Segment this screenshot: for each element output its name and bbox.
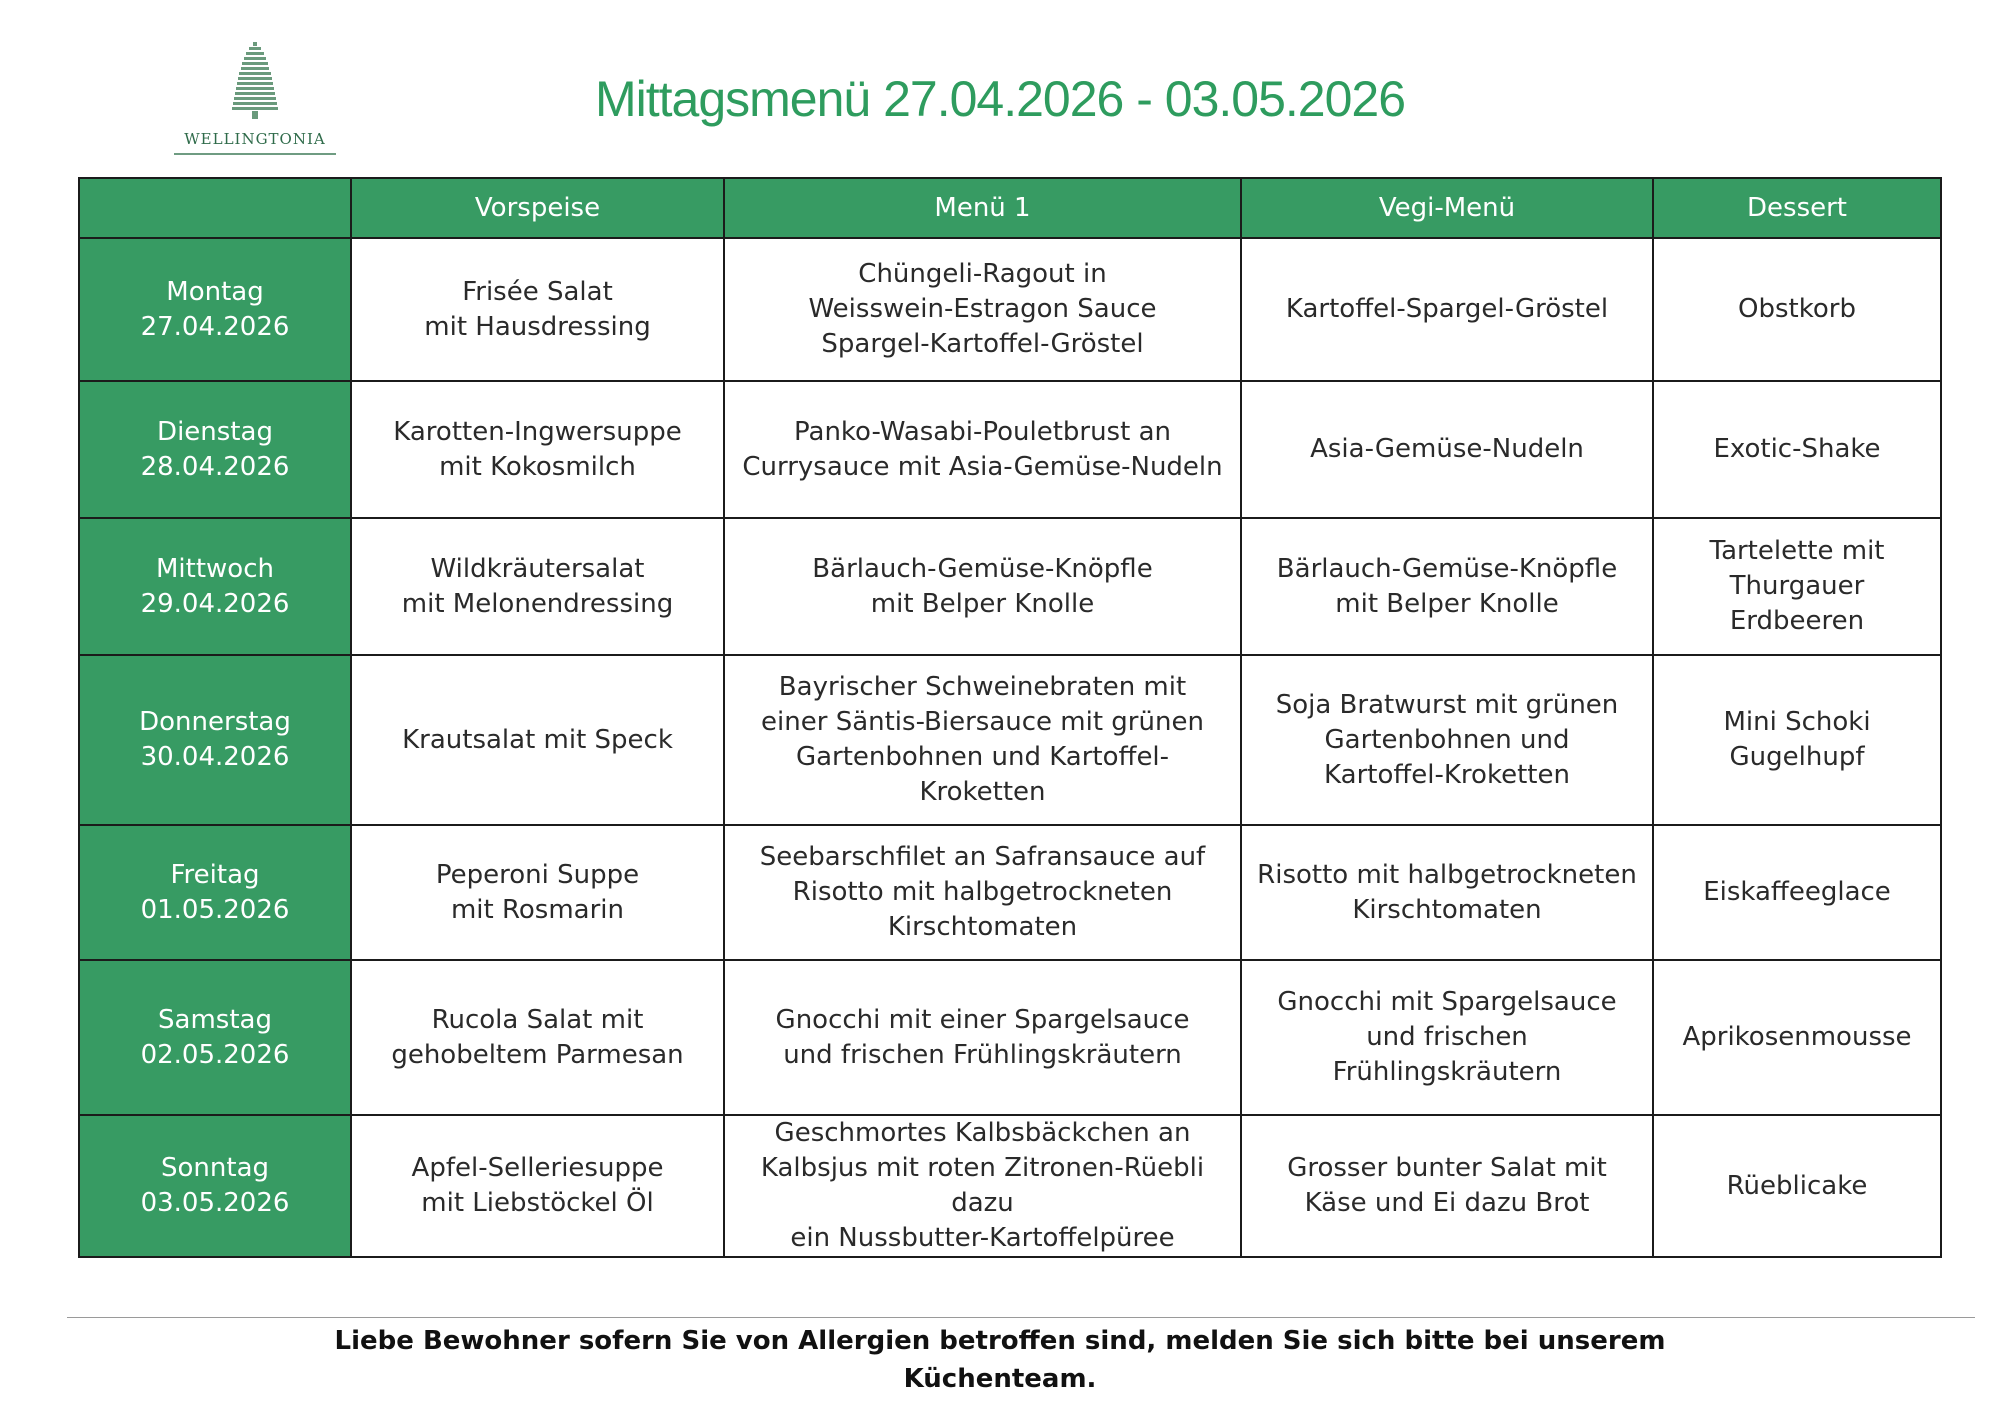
day-name: Freitag: [170, 859, 260, 890]
table-row: [79, 655, 1941, 825]
day-date: 03.05.2026: [140, 1188, 290, 1218]
cell-line: Soja Bratwurst mit grünen: [1275, 689, 1619, 720]
cell-line: Obstkorb: [1738, 294, 1856, 324]
cell-line: Kirschtomaten: [887, 912, 1078, 942]
dessert-cell: [1653, 381, 1941, 518]
cell-line: Seebarschfilet an Safransauce auf: [759, 842, 1206, 872]
menu1-cell: [724, 381, 1241, 518]
cell-line: Karotten-Ingwersuppe: [393, 416, 682, 447]
cell-line: Kalbsjus mit roten Zitronen-Rüebli dazu: [760, 1153, 1205, 1218]
cell-line: Gnocchi mit einer Spargelsauce: [775, 1004, 1190, 1035]
day-date: 28.04.2026: [140, 451, 290, 482]
menu1-cell: [724, 655, 1241, 825]
dessert-cell: [1653, 1115, 1941, 1257]
cell-line: Aprikosenmousse: [1682, 1022, 1912, 1052]
footer-line-2: Küchenteam.: [903, 1364, 1097, 1394]
cell-line: Exotic-Shake: [1713, 434, 1881, 464]
logo-text: WELLINGTONIA: [184, 130, 326, 148]
cell-line: mit Melonendressing: [401, 588, 674, 619]
vegi-cell: [1241, 381, 1653, 518]
vorspeise-cell: [351, 1115, 724, 1257]
cell-line: Risotto mit halbgetrockneten: [1257, 859, 1637, 890]
cell-line: Tartelette mit: [1709, 536, 1885, 566]
cell-line: Frisée Salat: [462, 276, 613, 307]
vorspeise-cell: [351, 518, 724, 655]
cell-line: Spargel-Kartoffel-Gröstel: [821, 329, 1144, 359]
vorspeise-cell: [351, 381, 724, 518]
day-date: 27.04.2026: [140, 311, 290, 342]
cell-line: Bärlauch-Gemüse-Knöpfle: [1276, 553, 1618, 584]
vegi-cell: [1241, 518, 1653, 655]
day-cell: [79, 1115, 351, 1257]
cell-line: mit Hausdressing: [424, 311, 651, 342]
cell-line: und frischen Frühlingskräutern: [1332, 1022, 1562, 1087]
vegi-cell: [1241, 238, 1653, 381]
header-menu1: Menü 1: [724, 178, 1241, 238]
header-vorspeise: Vorspeise: [351, 178, 724, 238]
cell-line: mit Belper Knolle: [1335, 588, 1559, 619]
cell-line: Panko-Wasabi-Pouletbrust an: [794, 416, 1171, 447]
cell-line: Eiskaffeeglace: [1703, 877, 1891, 907]
day-cell: [79, 518, 351, 655]
day-date: 01.05.2026: [140, 894, 290, 925]
footer-line-1: Liebe Bewohner sofern Sie von Allergien betroffen sind, melden Sie sich bitte bei unserem: [334, 1326, 1666, 1356]
logo-underline: [174, 153, 336, 155]
header-dessert: Dessert: [1653, 178, 1941, 238]
dessert-cell: [1653, 960, 1941, 1115]
table-row: [79, 960, 1941, 1115]
cell-line: Erdbeeren: [1729, 606, 1865, 636]
menu1-cell: [724, 238, 1241, 381]
day-date: 02.05.2026: [140, 1039, 290, 1070]
cell-line: Chüngeli-Ragout in: [858, 259, 1107, 289]
footer-divider: [67, 1317, 1975, 1318]
cell-line: Risotto mit halbgetrockneten: [792, 877, 1173, 907]
cell-line: Wildkräutersalat: [430, 553, 645, 584]
cell-line: Gnocchi mit Spargelsauce: [1277, 987, 1617, 1017]
menu1-cell: [724, 825, 1241, 960]
cell-line: mit Rosmarin: [450, 894, 624, 925]
dessert-cell: [1653, 518, 1941, 655]
table-row: [79, 381, 1941, 518]
dessert-cell: [1653, 825, 1941, 960]
cell-line: Käse und Ei dazu Brot: [1304, 1188, 1590, 1218]
table-row: [79, 518, 1941, 655]
cell-line: Rüeblicake: [1726, 1170, 1868, 1201]
cell-line: Kartoffel-Spargel-Gröstel: [1285, 294, 1609, 324]
cell-line: Gugelhupf: [1729, 742, 1865, 772]
day-date: 29.04.2026: [140, 588, 290, 619]
day-cell: [79, 238, 351, 381]
cell-line: mit Liebstöckel Öl: [421, 1188, 654, 1218]
day-name: Mittwoch: [156, 553, 274, 584]
day-cell: [79, 655, 351, 825]
cell-line: Thurgauer: [1729, 571, 1865, 601]
cell-line: mit Kokosmilch: [439, 451, 636, 482]
cell-line: Grosser bunter Salat mit: [1287, 1153, 1607, 1183]
vegi-cell: [1241, 1115, 1653, 1257]
vegi-cell: [1241, 960, 1653, 1115]
day-name: Sonntag: [161, 1153, 269, 1183]
vegi-cell: [1241, 655, 1653, 825]
cell-line: Kirschtomaten: [1352, 894, 1542, 925]
day-cell: [79, 960, 351, 1115]
cell-line: Apfel-Selleriesuppe: [411, 1153, 664, 1183]
menu1-cell: [724, 960, 1241, 1115]
header-cell-empty: [79, 178, 351, 238]
cell-line: und frischen Frühlingskräutern: [783, 1039, 1182, 1070]
cell-line: Geschmortes Kalbsbäckchen an: [774, 1118, 1191, 1148]
menu-table: [78, 177, 1942, 1258]
cell-line: Bärlauch-Gemüse-Knöpfle: [812, 553, 1153, 584]
page-title: Mittagsmenü 27.04.2026 - 03.05.2026: [594, 71, 1406, 127]
dessert-cell: [1653, 238, 1941, 381]
cell-line: Mini Schoki: [1723, 707, 1871, 737]
cell-line: Gartenbohnen und Kartoffel-Kroketten: [795, 742, 1170, 807]
cell-line: Weisswein-Estragon Sauce: [808, 294, 1157, 324]
cell-line: Rucola Salat mit: [431, 1004, 644, 1035]
vegi-cell: [1241, 825, 1653, 960]
day-name: Donnerstag: [139, 707, 291, 737]
cell-line: Krautsalat mit Speck: [402, 724, 673, 755]
day-name: Samstag: [158, 1004, 272, 1035]
day-cell: [79, 381, 351, 518]
cell-line: Bayrischer Schweinebraten mit: [778, 672, 1187, 702]
table-row: [79, 238, 1941, 381]
vorspeise-cell: [351, 825, 724, 960]
cell-line: ein Nussbutter-Kartoffelpüree: [790, 1223, 1175, 1253]
cell-line: Gartenbohnen und: [1324, 724, 1570, 755]
vorspeise-cell: [351, 960, 724, 1115]
cell-line: Peperoni Suppe: [435, 859, 640, 890]
menu1-cell: [724, 518, 1241, 655]
header-vegi: Vegi-Menü: [1241, 178, 1653, 238]
header-row: [79, 178, 1941, 238]
dessert-cell: [1653, 655, 1941, 825]
cell-line: mit Belper Knolle: [870, 588, 1095, 619]
vorspeise-cell: [351, 655, 724, 825]
menu1-cell: [724, 1115, 1241, 1257]
cell-line: gehobeltem Parmesan: [391, 1039, 684, 1070]
cell-line: einer Säntis-Biersauce mit grünen: [761, 707, 1204, 737]
cell-line: Asia-Gemüse-Nudeln: [1310, 434, 1584, 464]
day-date: 30.04.2026: [140, 742, 290, 772]
footer-note: [300, 1322, 1700, 1398]
day-name: Montag: [166, 276, 264, 307]
day-name: Dienstag: [157, 416, 273, 447]
cell-line: Currysauce mit Asia-Gemüse-Nudeln: [742, 451, 1223, 482]
day-cell: [79, 825, 351, 960]
table-row: [79, 825, 1941, 960]
table-row: [79, 1115, 1941, 1257]
cell-line: Kartoffel-Kroketten: [1324, 759, 1570, 790]
vorspeise-cell: [351, 238, 724, 381]
